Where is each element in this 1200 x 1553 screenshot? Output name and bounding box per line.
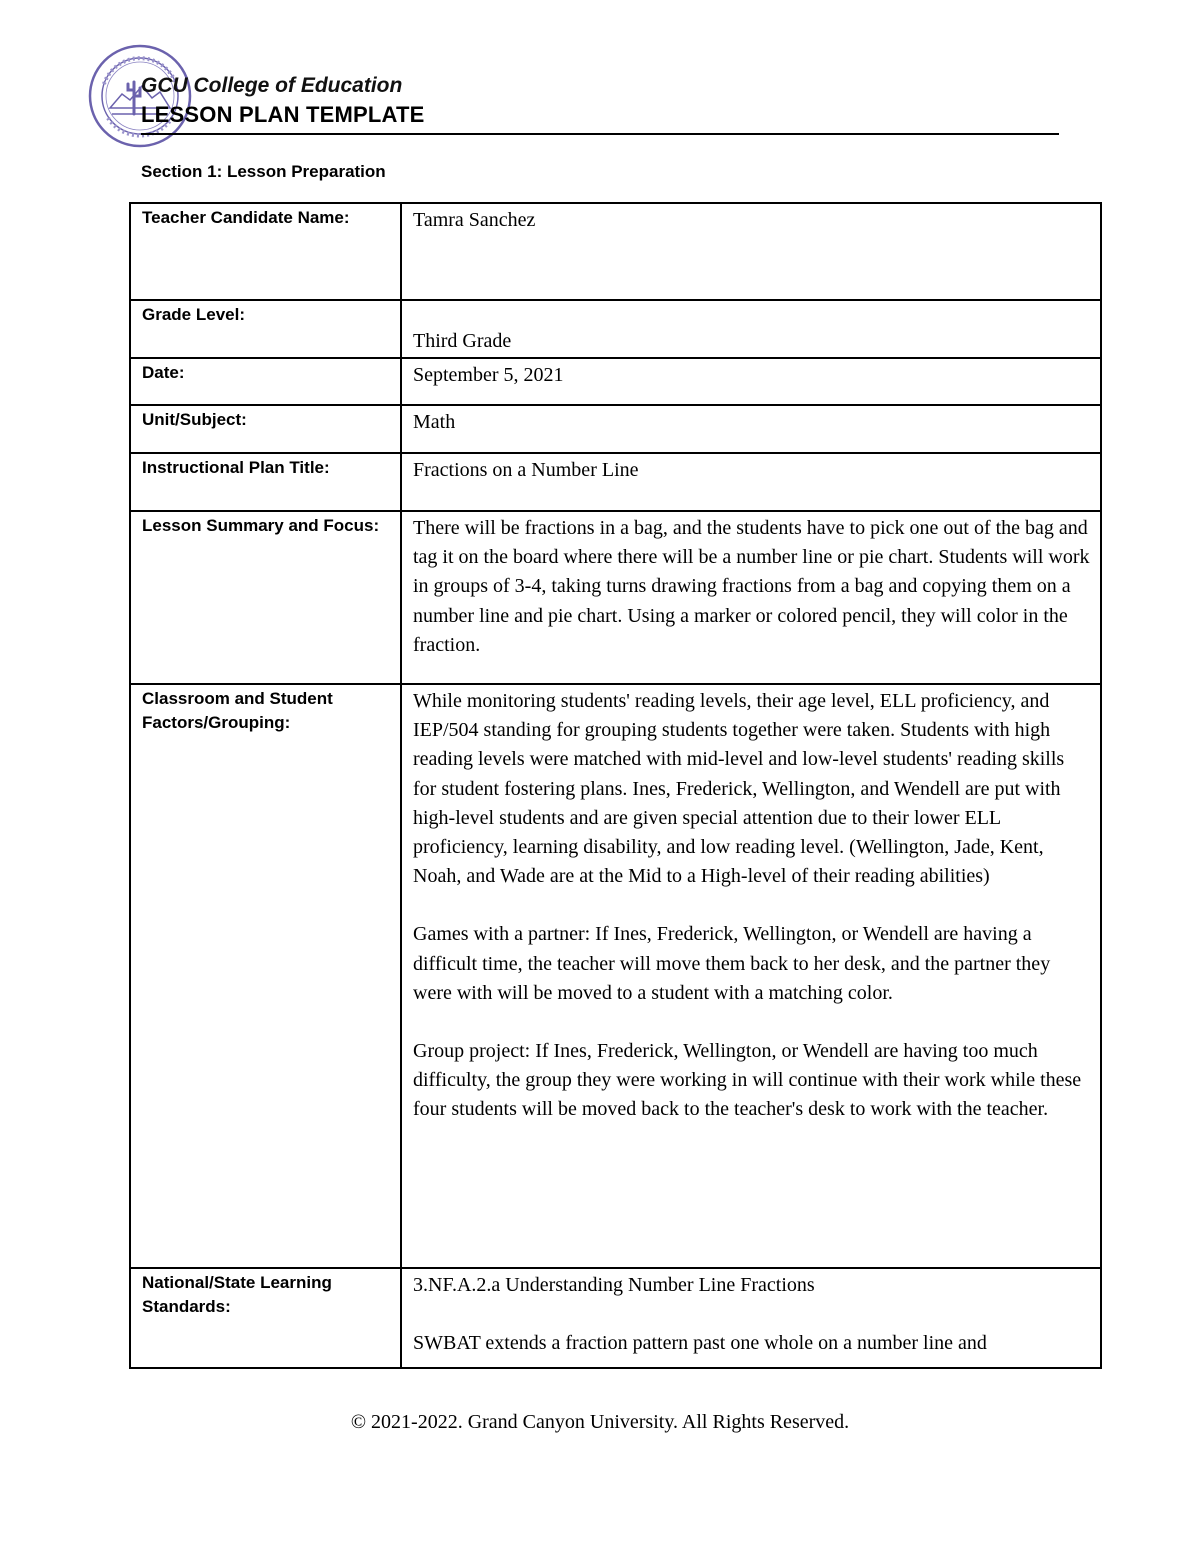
table-row-teacher	[130, 203, 1101, 300]
header-rule	[141, 133, 1059, 135]
subject-label: Unit/Subject:	[130, 405, 401, 453]
table-row-standards	[130, 1268, 1101, 1368]
factors-paragraph: While monitoring students' reading levels, their age level, ELL proficiency, and IEP/504 standing for grouping students together were taken. Students with high reading levels were matched with mid-level and low-level students' reading skills for student fostering plans. Ines, Frederick, Wellington, and Wendell are put with high-level students and are given special attention due to their lower ELL proficiency, learning disability, and low reading level. (Wellington, Jade, Kent, Noah, and Wade are at the Mid to a High-level of their reading abilities)	[413, 690, 1065, 888]
template-title: LESSON PLAN TEMPLATE	[141, 102, 425, 127]
factors-paragraph: Games with a partner: If Ines, Frederick, Wellington, or Wendell are having a difficult time, the teacher will move them back to her desk, and the partner they were with will be moved to a student with a matching color.	[413, 923, 1051, 1004]
factors-value	[401, 684, 1101, 1268]
teacher-label: Teacher Candidate Name:	[130, 203, 401, 300]
standards-label: National/State Learning Standards:	[130, 1268, 401, 1368]
section-title: Section 1: Lesson Preparation	[141, 162, 386, 181]
grade-value	[401, 300, 1101, 358]
table-row-date	[130, 358, 1101, 405]
grade-value-text: Third Grade	[413, 330, 512, 352]
table-row-factors	[130, 684, 1101, 1268]
table-row-summary	[130, 511, 1101, 684]
title-value: Fractions on a Number Line	[401, 453, 1101, 511]
date-label: Date:	[130, 358, 401, 405]
subject-value: Math	[401, 405, 1101, 453]
grade-label: Grade Level:	[130, 300, 401, 358]
lesson-prep-table	[129, 202, 1102, 1369]
standards-value	[401, 1268, 1101, 1368]
factors-paragraph: Group project: If Ines, Frederick, Wellington, or Wendell are having too much difficulty, the group they were working in will continue with their work while these four students will be moved back to the teacher's desk to work with the teacher.	[413, 1040, 1082, 1121]
table-row-grade	[130, 300, 1101, 358]
title-label: Instructional Plan Title:	[130, 453, 401, 511]
factors-label: Classroom and Student Factors/Grouping:	[130, 684, 401, 1268]
copyright-footer: © 2021-2022. Grand Canyon University. All Rights Reserved.	[350, 1411, 850, 1433]
summary-value: There will be fractions in a bag, and the students have to pick one out of the bag and tag it on the board where there will be a number line or pie chart. Students will work in groups of 3-4, taking turns drawing fractions from a bag and copying them on a number line and pie chart. Using a marker or colored pencil, they will color in the fraction.	[401, 511, 1101, 684]
college-name: GCU College of Education	[141, 74, 403, 97]
summary-label: Lesson Summary and Focus:	[130, 511, 401, 684]
brand-block	[141, 72, 425, 130]
teacher-value: Tamra Sanchez	[401, 203, 1101, 300]
date-value: September 5, 2021	[401, 358, 1101, 405]
table-row-title	[130, 453, 1101, 511]
standards-paragraph: SWBAT extends a fraction pattern past one whole on a number line and	[413, 1332, 987, 1355]
table-row-subject	[130, 405, 1101, 453]
standards-paragraph: 3.NF.A.2.a Understanding Number Line Fractions	[413, 1274, 815, 1296]
